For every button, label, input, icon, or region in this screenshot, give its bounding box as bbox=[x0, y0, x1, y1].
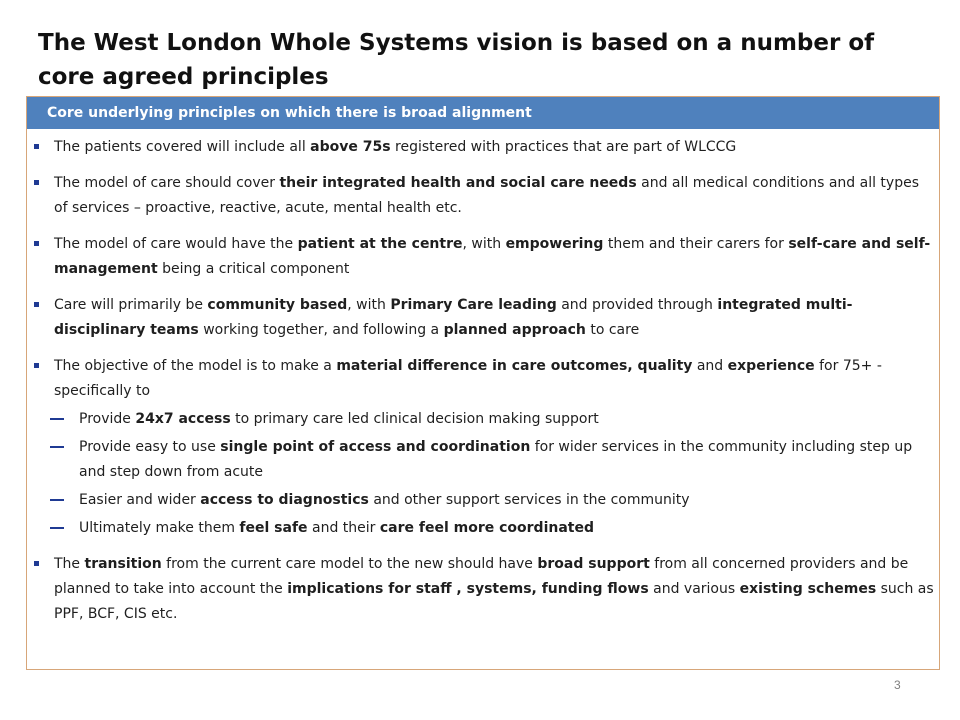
square-bullet-icon bbox=[34, 561, 39, 566]
dash-bullet-icon bbox=[50, 446, 64, 448]
sub-item-24x7: Provide 24x7 access to primary care led clinical decision making support bbox=[27, 407, 939, 432]
dash-bullet-icon bbox=[50, 499, 64, 501]
bullet-item-objective: The objective of the model is to make a material difference in care outcomes, quality and experience for 75+ - specifically to bbox=[27, 354, 939, 404]
principles-box bbox=[26, 96, 940, 670]
slide-title: The West London Whole Systems vision is based on a number of core agreed principles bbox=[38, 30, 875, 90]
principles-list bbox=[27, 135, 939, 627]
dash-bullet-icon bbox=[50, 418, 64, 420]
square-bullet-icon bbox=[34, 241, 39, 246]
square-bullet-icon bbox=[34, 180, 39, 185]
bullet-item-patients: The patients covered will include all above 75s registered with practices that are part of WLCCG bbox=[27, 135, 939, 160]
sub-item-single-point: Provide easy to use single point of access and coordination for wider services in the community including step up and step down from acute bbox=[27, 435, 939, 485]
bullet-item-patient-centre: The model of care would have the patient at the centre, with empowering them and their carers for self-care and self-management being a critical component bbox=[27, 232, 939, 282]
square-bullet-icon bbox=[34, 302, 39, 307]
bullet-item-transition: The transition from the current care model to the new should have broad support from all concerned providers and be planned to take into account the implications for staff , systems, funding flows and various existing schemes such as PPF, BCF, CIS etc. bbox=[27, 552, 939, 627]
bullet-item-model-cover: The model of care should cover their integrated health and social care needs and all medical conditions and all types of services – proactive, reactive, acute, mental health etc. bbox=[27, 171, 939, 221]
bullet-item-community-based: Care will primarily be community based, with Primary Care leading and provided through integrated multi-disciplinary teams working together, and following a planned approach to care bbox=[27, 293, 939, 343]
box-header: Core underlying principles on which there is broad alignment bbox=[27, 97, 939, 129]
dash-bullet-icon bbox=[50, 527, 64, 529]
square-bullet-icon bbox=[34, 144, 39, 149]
page-number: 3 bbox=[894, 678, 901, 692]
sub-item-feel-safe: Ultimately make them feel safe and their care feel more coordinated bbox=[27, 516, 939, 541]
sub-item-diagnostics: Easier and wider access to diagnostics and other support services in the community bbox=[27, 488, 939, 513]
square-bullet-icon bbox=[34, 363, 39, 368]
